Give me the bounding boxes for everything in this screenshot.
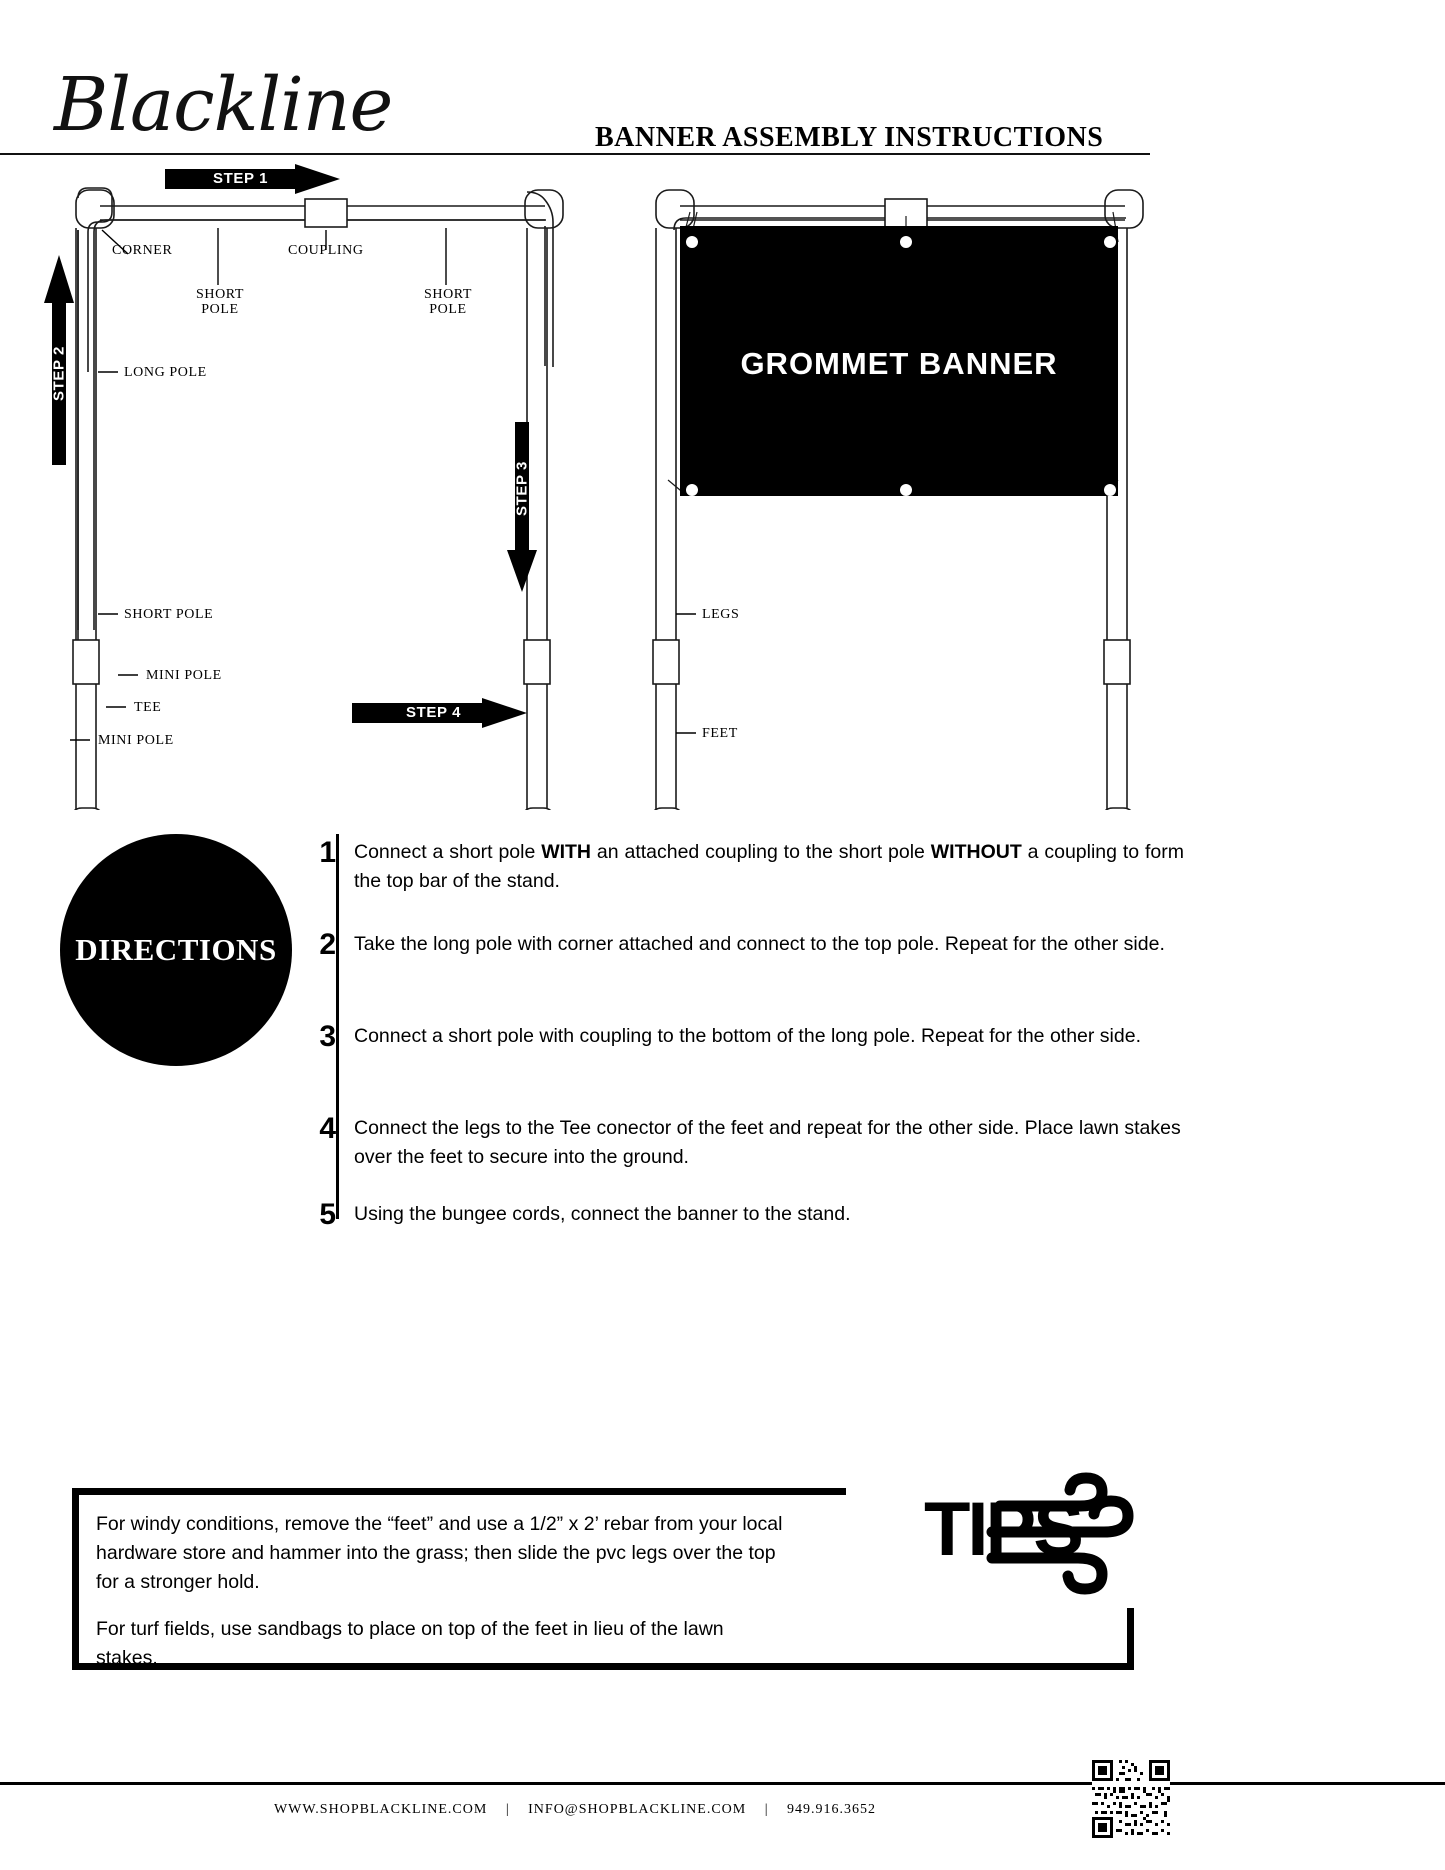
label-legs: LEGS	[702, 607, 740, 622]
label-short-pole-1: SHORT POLE	[195, 287, 245, 317]
footer-contact	[0, 1802, 1150, 1818]
label-mini-pole-2: MINI POLE	[98, 733, 174, 748]
tips-section	[72, 1488, 1142, 1678]
direction-number: 4	[319, 1112, 336, 1145]
label-mini-pole-1: MINI POLE	[146, 668, 222, 683]
step-3-arrow-label: STEP 3	[513, 460, 531, 517]
directions-badge	[60, 834, 292, 1066]
label-short-pole-2: SHORT POLE	[423, 287, 473, 317]
step-2-arrow-label: STEP 2	[50, 345, 68, 402]
label-short-pole-lower: SHORT POLE	[124, 607, 214, 622]
step-1-arrow-label: STEP 1	[213, 170, 269, 187]
direction-number: 2	[319, 928, 336, 961]
direction-number: 3	[319, 1020, 336, 1053]
tips-logo	[842, 1470, 1142, 1600]
tips-paragraph: For turf fields, use sandbags to place on top of the feet in lieu of the lawn stakes.	[96, 1618, 724, 1669]
directions-section	[0, 830, 1445, 1250]
direction-item-2	[300, 930, 1200, 960]
direction-number: 5	[319, 1198, 336, 1231]
page-header	[0, 40, 1445, 153]
footer-phone: 949.916.3652	[787, 1802, 877, 1817]
direction-text: Connect a short pole with coupling to the bottom of the long pole. Repeat for the other side.	[354, 1025, 1141, 1047]
direction-item-4	[300, 1114, 1200, 1172]
blackline-logo: Blackline	[48, 68, 398, 142]
page-title: BANNER ASSEMBLY INSTRUCTIONS	[595, 122, 1104, 153]
emphasis-without: WITHOUT	[930, 841, 1022, 863]
tips-label: TIPS	[924, 1487, 1081, 1572]
direction-number: 1	[319, 836, 336, 869]
direction-text: Take the long pole with corner attached and connect to the top pole. Repeat for the other side.	[354, 933, 1165, 955]
direction-item-3	[300, 1022, 1200, 1052]
qr-code	[1092, 1760, 1170, 1838]
grommet-banner-text: GROMMET BANNER	[740, 346, 1058, 381]
label-tee: TEE	[134, 700, 162, 715]
direction-text: Using the bungee cords, connect the banner to the stand.	[354, 1203, 851, 1225]
label-feet: FEET	[702, 726, 738, 741]
step-3-arrow	[505, 422, 539, 592]
footer-website[interactable]: WWW.SHOPBLACKLINE.COM	[273, 1802, 488, 1817]
directions-heading: DIRECTIONS	[75, 932, 277, 967]
label-corner: CORNER	[112, 243, 173, 258]
step-1-arrow	[165, 164, 340, 194]
tips-paragraph: For windy conditions, remove the “feet” and use a 1/2” x 2’ rebar from your local hardware store and hammer into the grass; then slide the pvc legs over the top for a stronger hold.	[96, 1513, 783, 1593]
tips-text-body	[96, 1510, 786, 1691]
direction-text: Connect the legs to the Tee conector of the feet and repeat for the other side. Place lawn stakes over the feet to secure into the ground.	[354, 1117, 1181, 1168]
footer-email[interactable]: INFO@SHOPBLACKLINE.COM	[528, 1802, 747, 1817]
step-4-arrow-label: STEP 4	[406, 704, 462, 721]
footer-divider	[0, 1782, 1445, 1785]
diagram-svg	[0, 150, 1445, 810]
label-coupling: COUPLING	[288, 243, 364, 258]
footer-separator: |	[764, 1802, 769, 1817]
label-long-pole: LONG POLE	[124, 365, 207, 380]
step-2-arrow	[42, 255, 76, 465]
direction-text: Connect a short pole WITH an attached coupling to the short pole WITHOUT a coupling to form the top bar of the stand.	[354, 841, 1184, 892]
assembly-diagram	[0, 150, 1445, 810]
footer-separator: |	[505, 1802, 510, 1817]
emphasis-with: WITH	[541, 841, 592, 863]
direction-item-5	[300, 1200, 1200, 1230]
step-4-arrow	[352, 698, 527, 728]
direction-item-1	[300, 838, 1200, 896]
